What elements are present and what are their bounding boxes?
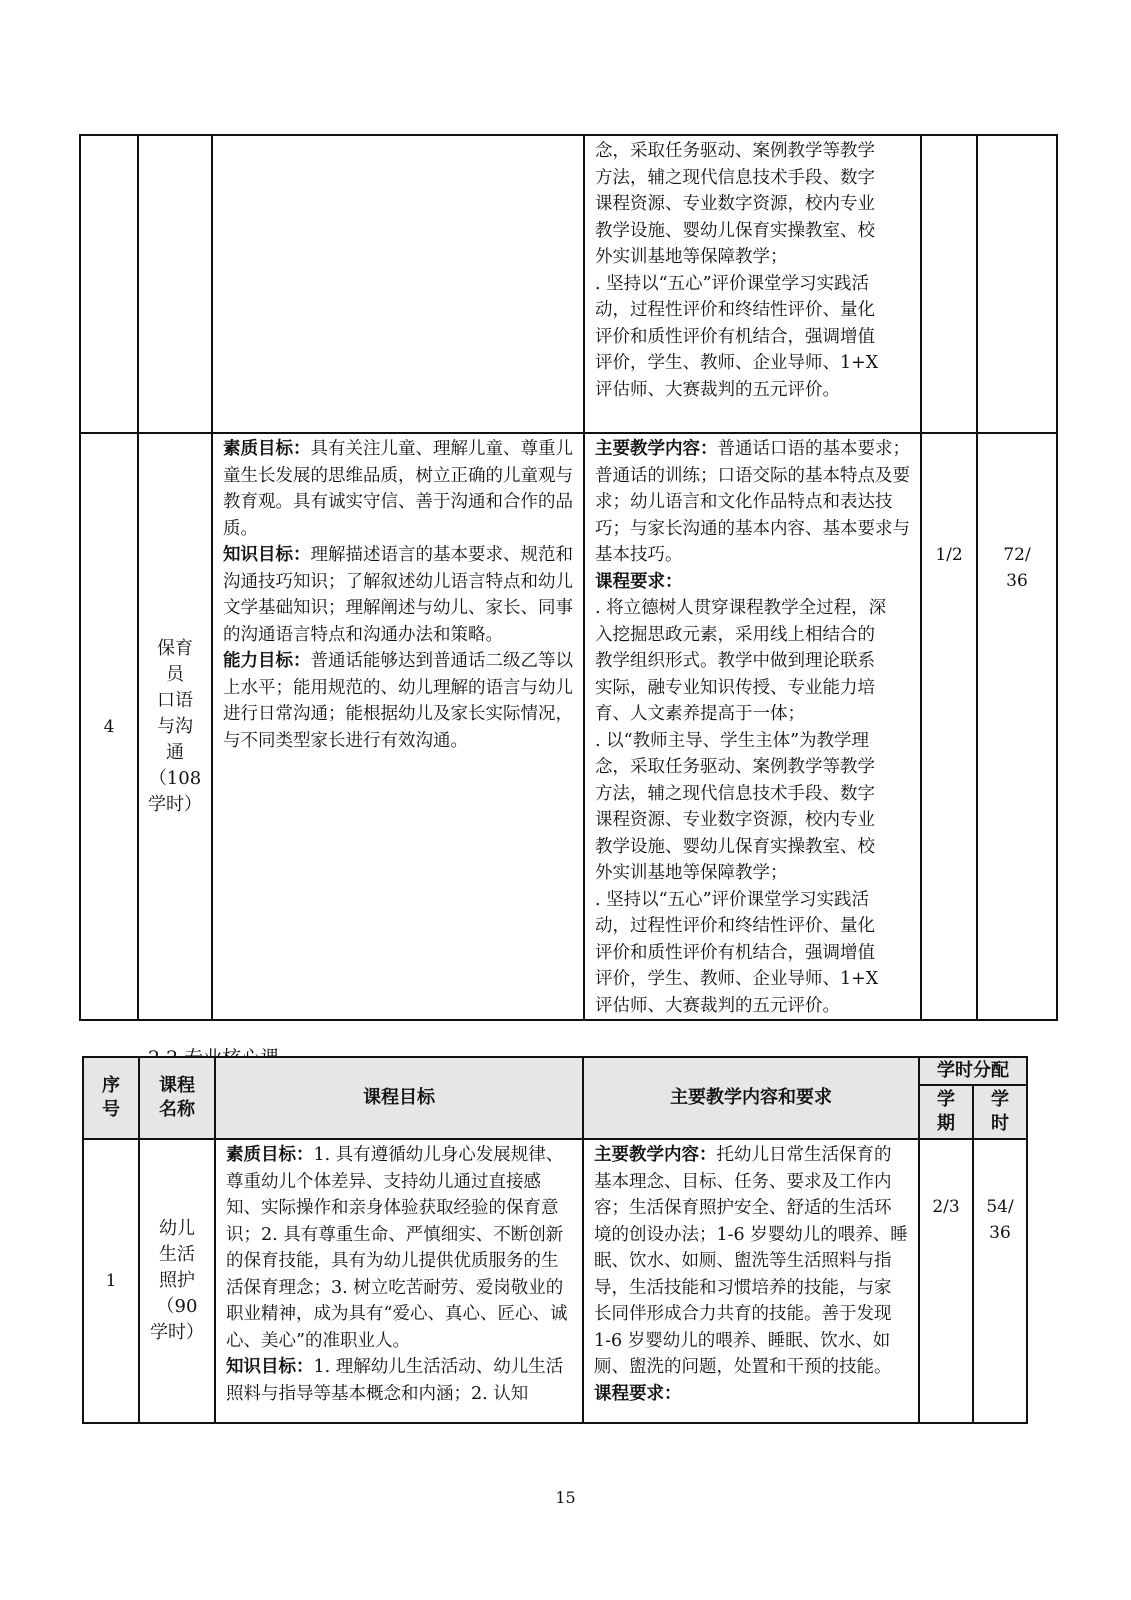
goal-text [216, 1140, 582, 1422]
content-line: . 将立德树人贯穿课程教学全过程，深 [595, 598, 887, 618]
cell-hours [973, 1139, 1027, 1423]
header-term [919, 1085, 973, 1139]
goal-body: 1. 具有遵循幼儿身心发展规律、尊重幼儿个体差异、支持幼儿通过直接感知、实际操作和亲身体验获取经验的保育意识；2. 具有尊重生命、严慎细实、不断创新的保育技能，具有为幼儿提供优质服务的生活保育理念；3. 树立吃苦耐劳、爱岗敬业的职业精神，成为具有“爱心、真心、匠心、诚心、美心”的准职业人。 [226, 1145, 568, 1351]
hours-line: 54/ [986, 1197, 1014, 1217]
table-header-row [83, 1057, 1027, 1085]
header-goal: 课程目标 [215, 1057, 583, 1139]
header-text: 序 [102, 1075, 120, 1096]
content-line: 入挖掘思政元素，采用线上相结合的 [595, 624, 875, 645]
content-line: 评估师、大赛裁判的五元评价。 [595, 379, 840, 400]
cell-name [139, 1139, 215, 1423]
hours-value [974, 1140, 1026, 1246]
header-content: 主要教学内容和要求 [583, 1057, 919, 1139]
cell-num [80, 135, 138, 433]
goal-label: 素质目标： [223, 439, 311, 459]
name-line: （90 [156, 1296, 198, 1317]
term-value: 2/3 [932, 1197, 960, 1217]
goal-label: 素质目标： [226, 1145, 314, 1165]
table-row [80, 433, 1057, 1020]
name-line: 口语 [157, 689, 193, 711]
course-name [139, 636, 211, 818]
content-label: 主要教学内容： [594, 1145, 717, 1165]
table-row [83, 1139, 1027, 1423]
content-line: 评价，学生、教师、企业导师、1+X [595, 353, 879, 373]
name-line: 员 [166, 663, 184, 685]
content-text [584, 1140, 918, 1422]
content-line: 教学设施、婴幼儿保育实操教室、校 [595, 836, 875, 857]
name-line: 照护 [159, 1270, 195, 1291]
cell-term [919, 1139, 973, 1423]
term-value: 1/2 [935, 545, 963, 565]
cell-content [583, 1139, 919, 1423]
cell-name [138, 433, 212, 1020]
goal-label: 能力目标： [223, 651, 311, 671]
goal-body: 普通话能够达到普通话二级乙等以上水平；能用规范的、幼儿理解的语言与幼儿进行日常沟通；能根据幼儿及家长实际情况，与不同类型家长进行有效沟通。 [223, 651, 573, 751]
header-text: 期 [937, 1113, 955, 1134]
hours-line: 36 [1006, 571, 1028, 591]
content-line: 育、人文素养提高于一体； [595, 704, 805, 724]
content-line: 外实训基地等保障教学； [595, 863, 788, 883]
cell-hours [977, 433, 1057, 1020]
content-line: 念，采取任务驱动、案例教学等教学 [595, 757, 875, 777]
content-label: 课程要求： [595, 571, 683, 592]
content-body: 普通话口语的基本要求；普通话的训练；口语交际的基本特点及要求；幼儿语言和文化作品特点和表达技巧；与家长沟通的基本内容、基本要求与基本技巧。 [595, 439, 910, 565]
goal-label: 知识目标： [223, 545, 311, 565]
content-line: 评价，学生、教师、企业导师、1+X [595, 969, 879, 989]
hours-value [978, 434, 1056, 594]
content-line: 动，过程性评价和终结性评价、量化 [595, 916, 875, 936]
content-line: 实际，融专业知识传授、专业能力培 [595, 677, 875, 698]
goal-label: 知识目标： [226, 1357, 314, 1377]
row-number: 4 [103, 716, 115, 737]
cell-content [584, 135, 921, 433]
content-line: 评价和质性评价有机结合，强调增值 [595, 326, 875, 347]
cell-goal [212, 135, 584, 433]
name-line: 学时） [148, 793, 202, 815]
cell-name [138, 135, 212, 433]
header-text: 时 [991, 1113, 1009, 1134]
content-line: 评估师、大赛裁判的五元评价。 [595, 995, 840, 1016]
header-text: 名称 [159, 1099, 195, 1120]
course-table-1 [79, 134, 1058, 1021]
name-line: 与沟 [157, 715, 193, 737]
content-line: . 以“教师主导、学生主体”为教学理 [595, 730, 870, 751]
content-line: 外实训基地等保障教学； [595, 247, 788, 267]
header-num [83, 1057, 139, 1139]
goal-body: 理解描述语言的基本要求、规范和沟通技巧知识；了解叙述幼儿语言特点和幼儿文学基础知识；理解阐述与幼儿、家长、同事的沟通语言特点和沟通办法和策略。 [223, 545, 573, 645]
content-line: . 坚持以“五心”评价课堂学习实践活 [595, 889, 870, 910]
cell-num [83, 1139, 139, 1423]
content-line: . 坚持以“五心”评价课堂学习实践活 [595, 273, 870, 294]
content-line: 念，采取任务驱动、案例教学等教学 [595, 141, 875, 161]
name-line: （108 [148, 767, 202, 789]
header-text: 学 [937, 1089, 955, 1110]
header-name [139, 1057, 215, 1139]
name-line: 通 [166, 741, 184, 763]
content-text [585, 136, 920, 403]
content-body: 托幼儿日常生活保育的基本理念、目标、任务、要求及工作内容；生活保育照护安全、舒适的生活环境的创设办法；1-6 岁婴幼儿的喂养、睡眠、饮水、如厕、盥洗等生活照料与指导，生活技能和习惯培养的技能，与家长同伴形成合力共育的技能。善于发现 1-6 岁婴幼儿的喂养、睡眠、饮水、如厕、盥洗的问题，处置和干预的技能。 [594, 1145, 908, 1377]
cell-hours [977, 135, 1057, 433]
content-line: 教学组织形式。教学中做到理论联系 [595, 651, 875, 671]
course-name [140, 1216, 214, 1346]
goal-text [213, 434, 583, 754]
goal-body: 具有关注儿童、理解儿童、尊重儿童生长发展的思维品质，树立正确的儿童观与教育观。具有诚实守信、善于沟通和合作的品质。 [223, 439, 573, 539]
table-row [80, 135, 1057, 433]
name-line: 生活 [159, 1244, 195, 1265]
content-line: 动，过程性评价和终结性评价、量化 [595, 300, 875, 320]
content-text [585, 434, 920, 1019]
cell-goal [215, 1139, 583, 1423]
content-label: 课程要求： [594, 1383, 682, 1404]
content-label: 主要教学内容： [595, 439, 718, 459]
cell-term [921, 433, 977, 1020]
page-number: 15 [555, 1488, 576, 1507]
course-table-2 [82, 1056, 1028, 1424]
hours-line: 36 [989, 1223, 1011, 1243]
name-line: 学时） [150, 1322, 204, 1343]
content-line: 评价和质性评价有机结合，强调增值 [595, 942, 875, 963]
header-hours [973, 1085, 1027, 1139]
goal-body: 1. 理解幼儿生活活动、幼儿生活照料与指导等基本概念和内涵；2. 认知 [226, 1357, 564, 1404]
name-line: 幼儿 [159, 1218, 195, 1239]
header-text: 学 [991, 1089, 1009, 1110]
content-line: 课程资源、专业数字资源，校内专业 [595, 810, 875, 830]
header-hours-group: 学时分配 [919, 1057, 1027, 1085]
hours-line: 72/ [1003, 545, 1031, 565]
cell-goal [212, 433, 584, 1020]
content-line: 方法，辅之现代信息技术手段、数字 [595, 167, 875, 188]
name-line: 保育 [157, 637, 193, 659]
content-line: 教学设施、婴幼儿保育实操教室、校 [595, 220, 875, 241]
cell-content [584, 433, 921, 1020]
row-number: 1 [105, 1271, 117, 1291]
header-text: 课程 [159, 1075, 195, 1096]
content-line: 方法，辅之现代信息技术手段、数字 [595, 783, 875, 804]
cell-num [80, 433, 138, 1020]
content-line: 课程资源、专业数字资源，校内专业 [595, 194, 875, 214]
cell-term [921, 135, 977, 433]
header-text: 号 [102, 1099, 120, 1120]
